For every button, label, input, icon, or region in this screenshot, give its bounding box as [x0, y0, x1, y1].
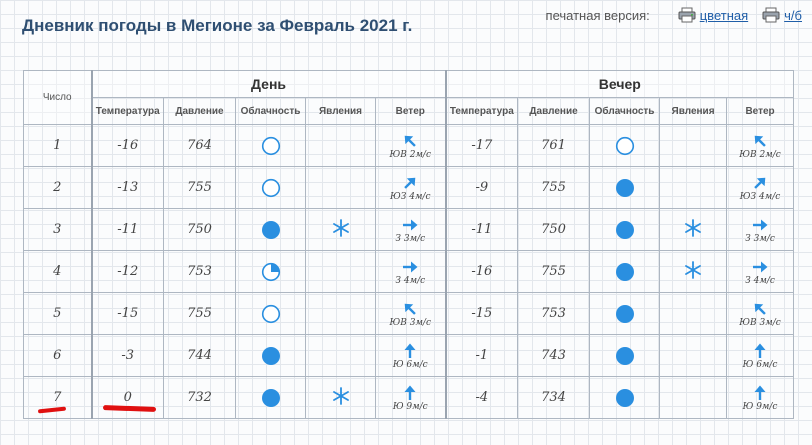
wind-indicator [390, 174, 430, 202]
phenomena-cell [306, 167, 376, 209]
column-header-cloudiness: Облачность [236, 98, 306, 125]
wind-indicator [390, 132, 431, 160]
wind-cell [376, 167, 446, 209]
phenomena-cell [306, 335, 376, 377]
overcast-icon [615, 304, 635, 324]
wind-arrow-icon [401, 384, 419, 402]
wind-arrow-icon [401, 342, 419, 360]
cloudiness-cell [236, 167, 306, 209]
column-header-temperature: Температура [92, 98, 164, 125]
wind-cell [727, 293, 794, 335]
wind-indicator [745, 216, 775, 244]
temperature-cell: 0 [92, 377, 164, 419]
wind-cell [727, 125, 794, 167]
pressure-cell: 734 [518, 377, 590, 419]
pressure-cell: 743 [518, 335, 590, 377]
cloudiness-cell [590, 377, 660, 419]
wind-cell [727, 167, 794, 209]
wind-arrow-icon [401, 258, 419, 276]
printer-icon [678, 7, 696, 23]
cloudiness-cell [590, 209, 660, 251]
table-row [24, 251, 794, 293]
wind-label: ЮЗ 4м/с [739, 191, 781, 202]
pressure-cell: 750 [164, 209, 236, 251]
wind-arrow-icon [751, 258, 769, 276]
overcast-icon [615, 178, 635, 198]
table-row [24, 125, 794, 167]
wind-indicator [395, 258, 425, 286]
wind-arrow-icon [401, 216, 419, 234]
snow-icon [332, 219, 350, 237]
wind-indicator [745, 258, 775, 286]
temperature-cell: -11 [446, 209, 518, 251]
table-row [24, 293, 794, 335]
wind-cell [727, 377, 794, 419]
phenomena-cell [660, 167, 727, 209]
day-number-cell: 5 [24, 293, 92, 335]
pressure-cell: 755 [164, 293, 236, 335]
overcast-icon [261, 388, 281, 408]
pressure-cell: 761 [518, 125, 590, 167]
overcast-icon [615, 388, 635, 408]
clear-sky-icon [615, 136, 635, 156]
pressure-cell: 755 [518, 251, 590, 293]
wind-cell [376, 293, 446, 335]
wind-cell [376, 251, 446, 293]
wind-arrow-icon [751, 342, 769, 360]
temperature-cell: -9 [446, 167, 518, 209]
printer-icon [762, 7, 780, 23]
pressure-cell: 755 [164, 167, 236, 209]
pressure-cell: 764 [164, 125, 236, 167]
phenomena-cell [660, 377, 727, 419]
column-header-wind: Ветер [727, 98, 794, 125]
temperature-cell: -11 [92, 209, 164, 251]
wind-indicator [739, 300, 780, 328]
cloudiness-cell [590, 125, 660, 167]
column-header-day-number: Число [24, 71, 92, 125]
print-version-label: печатная версия: [545, 7, 650, 23]
phenomena-cell [660, 251, 727, 293]
cloudiness-cell [236, 293, 306, 335]
day-number-cell: 6 [24, 335, 92, 377]
cloudiness-cell [590, 167, 660, 209]
overcast-icon [615, 220, 635, 240]
print-bw-link[interactable]: ч/б [784, 7, 802, 23]
wind-label: ЮВ 3м/с [739, 317, 781, 328]
wind-indicator [743, 384, 778, 412]
day-number-cell: 4 [24, 251, 92, 293]
pressure-cell: 732 [164, 377, 236, 419]
wind-indicator [740, 174, 780, 202]
phenomena-cell [660, 335, 727, 377]
day-number-cell: 2 [24, 167, 92, 209]
temperature-cell: -17 [446, 125, 518, 167]
cloudiness-cell [590, 335, 660, 377]
wind-indicator [390, 300, 431, 328]
cloudiness-cell [236, 209, 306, 251]
temperature-cell: -12 [92, 251, 164, 293]
phenomena-cell [306, 251, 376, 293]
day-number-cell: 3 [24, 209, 92, 251]
overcast-icon [615, 346, 635, 366]
clear-sky-icon [261, 136, 281, 156]
wind-cell [727, 251, 794, 293]
pressure-cell: 744 [164, 335, 236, 377]
evening-section-header: Вечер [446, 71, 794, 98]
weather-table [23, 70, 794, 419]
day-number-cell: 7 [24, 377, 92, 419]
wind-indicator [739, 132, 780, 160]
print-bw-option[interactable] [762, 7, 802, 23]
wind-cell [376, 335, 446, 377]
column-header-phenomena: Явления [660, 98, 727, 125]
overcast-icon [261, 346, 281, 366]
phenomena-cell [306, 377, 376, 419]
temperature-cell: -3 [92, 335, 164, 377]
cloudiness-cell [590, 293, 660, 335]
wind-arrow-icon [751, 384, 769, 402]
phenomena-cell [660, 209, 727, 251]
page-title: Дневник погоды в Мегионе за Февраль 2021 г. [22, 16, 413, 35]
wind-label: З 3м/с [395, 233, 426, 244]
print-color-option[interactable] [678, 7, 748, 23]
snow-icon [684, 219, 702, 237]
wind-arrow-icon [751, 174, 769, 192]
temperature-cell: -16 [92, 125, 164, 167]
wind-cell [376, 377, 446, 419]
temperature-cell: -4 [446, 377, 518, 419]
day-section-header: День [92, 71, 446, 98]
wind-cell [727, 209, 794, 251]
day-number-cell: 1 [24, 125, 92, 167]
column-header-temperature: Температура [446, 98, 518, 125]
wind-label: Ю 9м/с [742, 401, 778, 412]
temperature-cell: -13 [92, 167, 164, 209]
wind-indicator [393, 342, 428, 370]
print-color-link[interactable]: цветная [699, 7, 749, 23]
clear-sky-icon [261, 304, 281, 324]
print-version-bar [546, 7, 802, 23]
column-header-phenomena: Явления [306, 98, 376, 125]
overcast-icon [261, 220, 281, 240]
pressure-cell: 755 [518, 167, 590, 209]
wind-indicator [395, 216, 425, 244]
phenomena-cell [306, 125, 376, 167]
column-header-pressure: Давление [518, 98, 590, 125]
table-row [24, 209, 794, 251]
temperature-cell: -16 [446, 251, 518, 293]
temperature-cell: -1 [446, 335, 518, 377]
temperature-cell: -15 [446, 293, 518, 335]
wind-cell [727, 335, 794, 377]
pressure-cell: 750 [518, 209, 590, 251]
wind-indicator [393, 384, 428, 412]
column-header-pressure: Давление [164, 98, 236, 125]
cloudiness-cell [236, 251, 306, 293]
table-row [24, 377, 794, 419]
wind-arrow-icon [401, 300, 419, 318]
phenomena-cell [660, 125, 727, 167]
phenomena-cell [660, 293, 727, 335]
snow-icon [332, 387, 350, 405]
wind-arrow-icon [401, 132, 419, 150]
wind-label: Ю 6м/с [392, 359, 428, 370]
wind-cell [376, 209, 446, 251]
phenomena-cell [306, 293, 376, 335]
phenomena-cell [306, 209, 376, 251]
wind-arrow-icon [751, 216, 769, 234]
wind-label: З 4м/с [395, 275, 426, 286]
snow-icon [684, 261, 702, 279]
pressure-cell: 753 [164, 251, 236, 293]
wind-label: З 4м/с [745, 275, 775, 286]
column-header-wind: Ветер [376, 98, 446, 125]
clear-sky-icon [261, 178, 281, 198]
wind-cell [376, 125, 446, 167]
wind-label: Ю 9м/с [392, 401, 428, 412]
wind-label: ЮЗ 4м/с [390, 191, 431, 202]
cloudiness-cell [590, 251, 660, 293]
temperature-cell: -15 [92, 293, 164, 335]
wind-label: Ю 6м/с [742, 359, 778, 370]
wind-arrow-icon [401, 174, 419, 192]
wind-label: ЮВ 3м/с [389, 317, 432, 328]
column-header-cloudiness: Облачность [590, 98, 660, 125]
pressure-cell: 753 [518, 293, 590, 335]
table-row [24, 335, 794, 377]
cloudiness-cell [236, 377, 306, 419]
table-row [24, 167, 794, 209]
overcast-icon [615, 262, 635, 282]
wind-arrow-icon [751, 300, 769, 318]
wind-indicator [743, 342, 778, 370]
cloudiness-cell [236, 125, 306, 167]
wind-arrow-icon [751, 132, 769, 150]
wind-label: ЮВ 2м/с [389, 149, 432, 160]
wind-label: ЮВ 2м/с [739, 149, 781, 160]
cloudiness-cell [236, 335, 306, 377]
partly-cloudy-icon [261, 262, 281, 282]
wind-label: З 3м/с [745, 233, 775, 244]
